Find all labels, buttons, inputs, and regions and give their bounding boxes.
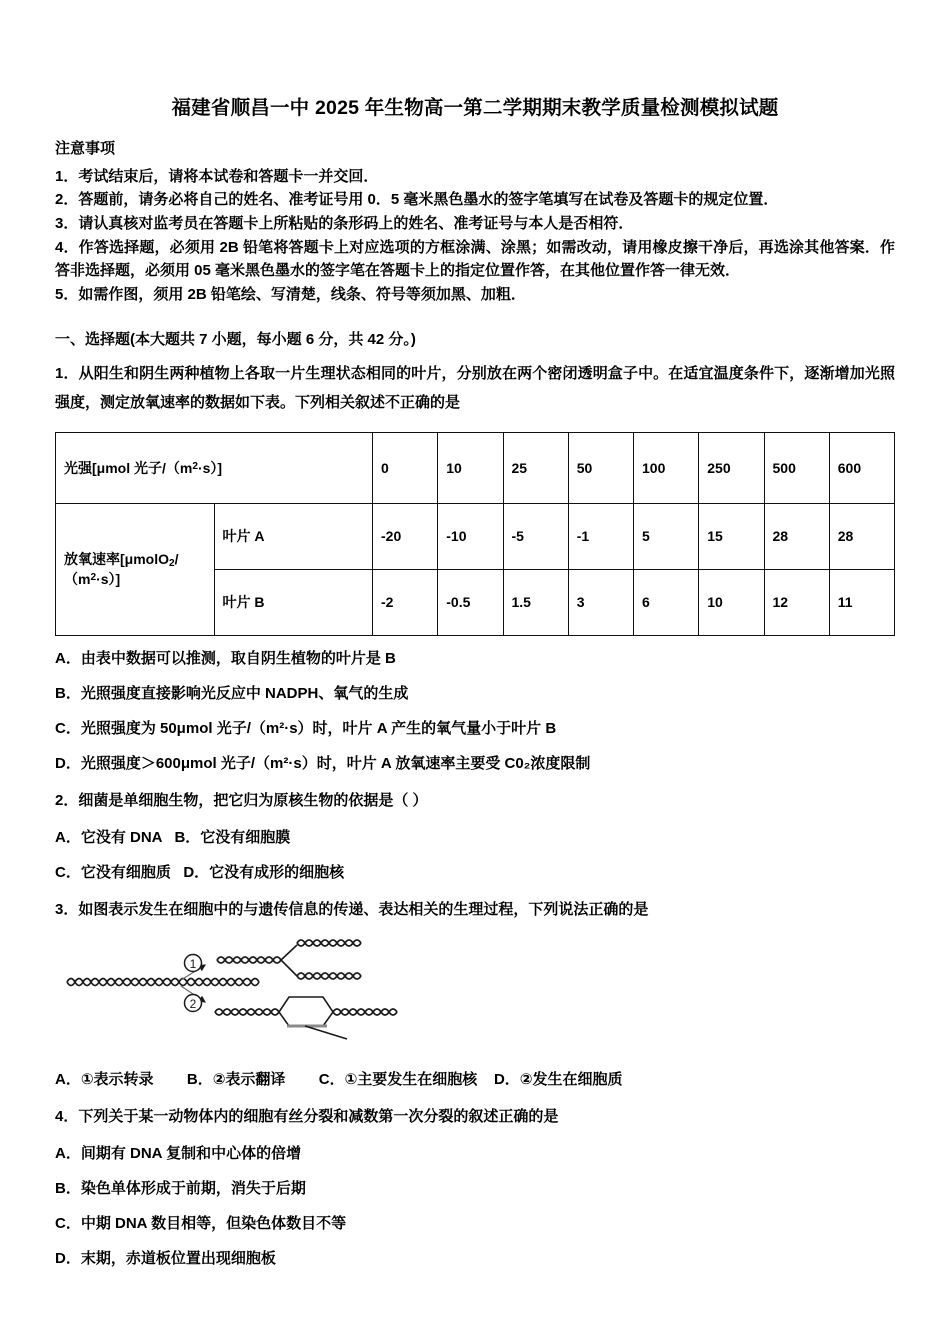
process-label-1-text: 1 — [189, 957, 197, 972]
table-row — [56, 503, 895, 569]
light-label-suffix: ·s）] — [197, 459, 223, 476]
question-3-text: 如图表示发生在细胞中的与遗传信息的传递、表达相关的生理过程，下列说法正确的是 — [78, 900, 649, 918]
light-label-sup: 2 — [192, 460, 198, 472]
table-cell: 3 — [568, 569, 633, 635]
leaf-b-label: 叶片 B — [214, 569, 373, 635]
rate-label-mid: /（m — [64, 551, 179, 588]
table-cell: 50 — [568, 432, 633, 503]
dna-transcription-bubble — [215, 997, 397, 1039]
table-cell: 1.5 — [503, 569, 568, 635]
question-1-option-a[interactable]: A．由表中数据可以推测，取自阴生植物的叶片是 B — [55, 649, 396, 667]
table-cell: 250 — [699, 432, 764, 503]
light-label-prefix: 光强[μmol 光子/（m — [64, 459, 193, 476]
question-4-stem — [55, 1102, 895, 1131]
table-cell: -10 — [438, 503, 503, 569]
table-row-light-intensity — [56, 432, 895, 503]
rate-label-sub: 2 — [169, 558, 175, 570]
notice-item: 5．如需作图，须用 2B 铅笔绘、写清楚，线条、符号等须加黑、加粗． — [55, 286, 526, 304]
parent-dna-strand — [67, 979, 259, 986]
light-intensity-label — [56, 432, 373, 503]
genetic-process-diagram — [55, 934, 895, 1057]
table-cell: 10 — [699, 569, 764, 635]
notice-item: 1．考试结束后，请将本试卷和答题卡一并交回． — [55, 167, 379, 185]
process-label-2 — [185, 995, 202, 1012]
table-cell: 15 — [699, 503, 764, 569]
section-heading: 一、选择题(本大题共 7 小题，每小题 6 分，共 42 分。) — [55, 330, 416, 348]
notice-list — [55, 165, 895, 307]
table-cell: 0 — [373, 432, 438, 503]
question-1-option-c[interactable]: C．光照强度为 50μmol 光子/（m²·s）时，叶片 A 产生的氧气量小于叶片 B — [55, 719, 557, 737]
table-cell: 11 — [829, 569, 894, 635]
question-2-options-row-1[interactable]: A．它没有 DNA B．它没有细胞膜 — [55, 828, 291, 846]
table-cell: 28 — [829, 503, 894, 569]
question-1-text: 从阳生和阴生两种植物上各取一片生理状态相同的叶片，分别放在两个密闭透明盒子中。在适宜温度条件下，逐渐增加光照强度，测定放氧速率的数据如下表。下列相关叙述不正确的是 — [55, 365, 895, 412]
dna-replication-transcription-svg — [65, 934, 415, 1052]
process-label-1 — [185, 955, 202, 972]
table-cell: 100 — [634, 432, 699, 503]
table-cell: 500 — [764, 432, 829, 503]
question-4-option-a[interactable]: A．间期有 DNA 复制和中心体的倍增 — [55, 1145, 302, 1163]
leaf-a-label: 叶片 A — [214, 503, 373, 569]
table-cell: 5 — [634, 503, 699, 569]
table-cell: 10 — [438, 432, 503, 503]
table-cell: 12 — [764, 569, 829, 635]
table-cell: -20 — [373, 503, 438, 569]
question-3-number: 3． — [55, 900, 79, 918]
question-4-number: 4． — [55, 1108, 79, 1126]
question-1-stem — [55, 359, 895, 418]
dna-replication-fork — [217, 940, 361, 979]
question-2-text: 细菌是单细胞生物，把它归为原核生物的依据是（ ） — [78, 791, 428, 809]
table-cell: -1 — [568, 503, 633, 569]
question-4-option-b[interactable]: B．染色单体形成于前期，消失于后期 — [55, 1180, 306, 1198]
table-cell: -2 — [373, 569, 438, 635]
rate-label-prefix: 放氧速率[μmolO — [64, 551, 170, 568]
table-cell: 6 — [634, 569, 699, 635]
oxygen-rate-table — [55, 432, 895, 636]
page-title: 福建省顺昌一中 2025 年生物高一第二学期期末教学质量检测模拟试题 — [171, 97, 779, 119]
rate-label-sup: 2 — [90, 572, 97, 584]
question-4-option-d[interactable]: D．末期，赤道板位置出现细胞板 — [55, 1250, 276, 1268]
table-cell: -0.5 — [438, 569, 503, 635]
question-3-options-row[interactable]: A．①表示转录 B．②表示翻译 C．①主要发生在细胞核 D．②发生在细胞质 — [55, 1071, 623, 1089]
table-cell: -5 — [503, 503, 568, 569]
table-cell: 600 — [829, 432, 894, 503]
notice-item: 2．答题前，请务必将自己的姓名、准考证号用 0．5 毫米黑色墨水的签字笔填写在试卷及答题卡的规定位置． — [55, 191, 779, 209]
table-cell: 28 — [764, 503, 829, 569]
question-1-option-d[interactable]: D．光照强度＞600μmol 光子/（m²·s）时，叶片 A 放氧速率主要受 C0₂浓度限制 — [55, 754, 591, 772]
notice-heading: 注意事项 — [55, 140, 116, 158]
question-1-number: 1． — [55, 365, 79, 383]
process-label-2-text: 2 — [189, 997, 197, 1012]
question-3-stem — [55, 895, 895, 924]
question-4-text: 下列关于某一动物体内的细胞有丝分裂和减数第一次分裂的叙述正确的是 — [78, 1108, 559, 1126]
question-2-stem — [55, 786, 895, 815]
rate-label-suffix: ·s）] — [96, 571, 121, 588]
question-4-option-c[interactable]: C．中期 DNA 数目相等，但染色体数目不等 — [55, 1215, 347, 1233]
question-2-number: 2． — [55, 791, 79, 809]
question-1-option-b[interactable]: B．光照强度直接影响光反应中 NADPH、氧气的生成 — [55, 684, 409, 702]
question-2-options-row-2[interactable]: C．它没有细胞质 D．它没有成形的细胞核 — [55, 863, 345, 881]
notice-item: 3．请认真核对监考员在答题卡上所粘贴的条形码上的姓名、准考证号与本人是否相符． — [55, 214, 634, 232]
oxygen-rate-label — [56, 503, 215, 635]
table-cell: 25 — [503, 432, 568, 503]
notice-item: 4．作答选择题，必须用 2B 铅笔将答题卡上对应选项的方框涂满、涂黑；如需改动，请用橡皮擦干净后，再选涂其他答案．作答非选择题，必须用 05 毫米黑色墨水的签字笔在答题卡上的指定位置作答，在其他位置作答一律无效． — [55, 238, 895, 280]
